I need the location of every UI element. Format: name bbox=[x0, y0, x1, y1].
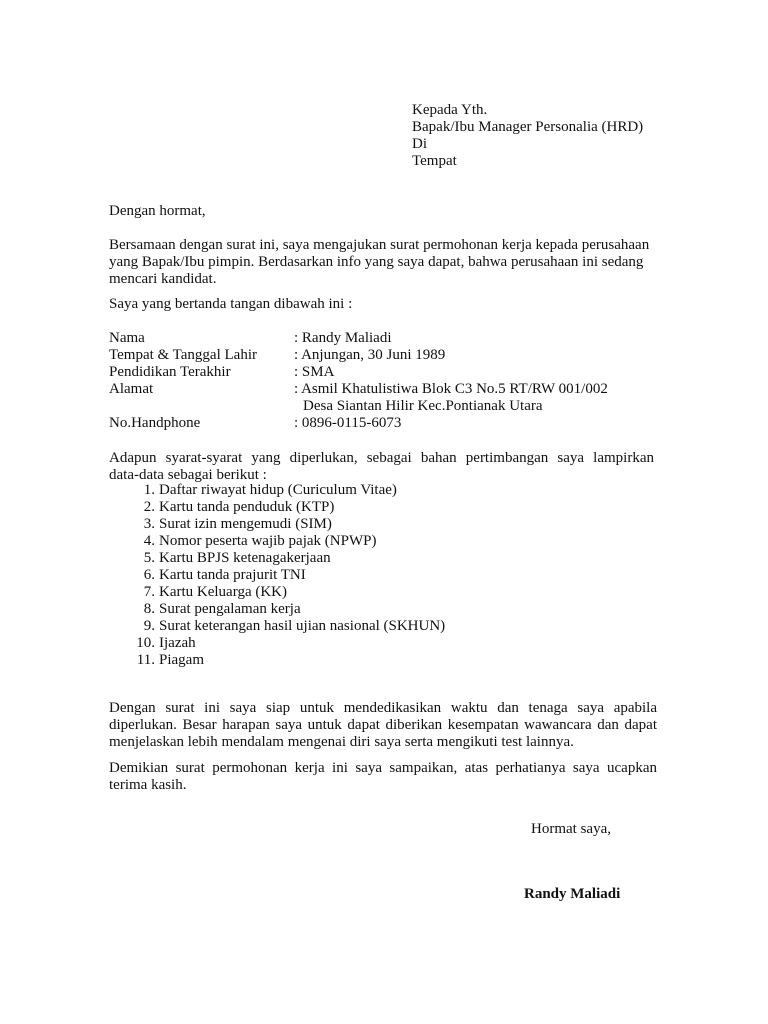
recipient-line: Tempat bbox=[412, 153, 457, 169]
list-item bbox=[130, 618, 445, 635]
identity-row-phone bbox=[109, 415, 669, 432]
requirements-list bbox=[130, 482, 445, 669]
recipient-line: Di bbox=[412, 136, 427, 152]
list-item-number: 5. bbox=[143, 550, 155, 566]
list-item-text: Piagam bbox=[159, 652, 204, 668]
intro-line: yang Bapak/Ibu pimpin. Berdasarkan info yang saya dapat, bahwa perusahaan ini sedang bbox=[109, 254, 644, 270]
signoff: Hormat saya, bbox=[531, 821, 611, 837]
signature-name: Randy Maliadi bbox=[524, 886, 621, 902]
list-item-number: 8. bbox=[143, 601, 155, 617]
identity-label: Pendidikan Terakhir bbox=[109, 364, 231, 380]
list-item-number: 7. bbox=[143, 584, 155, 600]
list-item-number: 4. bbox=[143, 533, 155, 549]
list-item bbox=[130, 567, 445, 584]
list-item bbox=[130, 482, 445, 499]
recipient-address bbox=[412, 102, 643, 170]
list-item-text: Ijazah bbox=[159, 635, 196, 651]
identity-value: : Randy Maliadi bbox=[294, 330, 392, 346]
identity-address-continuation: Desa Siantan Hilir Kec.Pontianak Utara bbox=[303, 398, 543, 414]
declaration: Saya yang bertanda tangan dibawah ini : bbox=[109, 296, 353, 312]
list-item-text: Kartu tanda prajurit TNI bbox=[159, 567, 306, 583]
list-item bbox=[130, 635, 445, 652]
greeting: Dengan hormat, bbox=[109, 203, 206, 219]
identity-label: Alamat bbox=[109, 381, 154, 397]
list-item-number: 3. bbox=[143, 516, 155, 532]
list-item bbox=[130, 550, 445, 567]
list-item-number: 11. bbox=[136, 652, 155, 668]
list-item-text: Surat pengalaman kerja bbox=[159, 601, 301, 617]
list-item-text: Kartu tanda penduduk (KTP) bbox=[159, 499, 335, 515]
list-item-number: 1. bbox=[143, 482, 155, 498]
dedication-paragraph bbox=[109, 700, 657, 751]
list-item bbox=[130, 533, 445, 550]
recipient-line: Bapak/Ibu Manager Personalia (HRD) bbox=[412, 119, 644, 135]
identity-row-name bbox=[109, 330, 669, 347]
identity-row-education bbox=[109, 364, 669, 381]
intro-line: Bersamaan dengan surat ini, saya mengajukan surat permohonan kerja kepada perusahaan bbox=[109, 237, 650, 253]
identity-row-birth bbox=[109, 347, 669, 364]
list-item bbox=[130, 516, 445, 533]
list-item bbox=[130, 652, 445, 669]
identity-value: : 0896-0115-6073 bbox=[294, 415, 402, 431]
list-item-number: 10. bbox=[136, 635, 155, 651]
list-item bbox=[130, 584, 445, 601]
closing-line: terima kasih. bbox=[109, 777, 187, 793]
identity-label: No.Handphone bbox=[109, 415, 201, 431]
list-item-text: Kartu Keluarga (KK) bbox=[159, 584, 288, 600]
dedication-line: menjelaskan lebih mendalam mengenai diri saya serta mengikuti test lainnya. bbox=[109, 734, 574, 750]
list-item-text: Surat izin mengemudi (SIM) bbox=[159, 516, 332, 532]
recipient-line: Kepada Yth. bbox=[412, 102, 488, 118]
requirements-line: data-data sebagai berikut : bbox=[109, 467, 267, 483]
list-item bbox=[130, 499, 445, 516]
identity-value: : Asmil Khatulistiwa Blok C3 No.5 RT/RW 001/002 bbox=[294, 381, 608, 397]
identity-row-address bbox=[109, 381, 669, 398]
identity-table bbox=[109, 330, 669, 432]
identity-value: : SMA bbox=[294, 364, 335, 380]
identity-value: : Anjungan, 30 Juni 1989 bbox=[294, 347, 446, 363]
list-item-number: 2. bbox=[143, 499, 155, 515]
dedication-line: diperlukan. Besar harapan saya untuk dapat diberikan kesempatan wawancara dan dapat bbox=[109, 717, 657, 733]
list-item bbox=[130, 601, 445, 618]
list-item-text: Nomor peserta wajib pajak (NPWP) bbox=[159, 533, 377, 549]
list-item-text: Daftar riwayat hidup (Curiculum Vitae) bbox=[159, 482, 397, 498]
list-item-text: Kartu BPJS ketenagakerjaan bbox=[159, 550, 331, 566]
list-item-number: 6. bbox=[143, 567, 155, 583]
intro-paragraph bbox=[109, 237, 657, 288]
list-item-number: 9. bbox=[143, 618, 155, 634]
closing-line: Demikian surat permohonan kerja ini saya sampaikan, atas perhatianya saya ucapkan bbox=[109, 760, 657, 776]
requirements-paragraph bbox=[109, 450, 654, 484]
identity-label: Tempat & Tanggal Lahir bbox=[109, 347, 257, 363]
identity-label: Nama bbox=[109, 330, 145, 346]
list-item-text: Surat keterangan hasil ujian nasional (SKHUN) bbox=[159, 618, 446, 634]
closing-paragraph bbox=[109, 760, 657, 794]
requirements-line: Adapun syarat-syarat yang diperlukan, sebagai bahan pertimbangan saya lampirkan bbox=[109, 450, 654, 466]
intro-line: mencari kandidat. bbox=[109, 271, 217, 287]
dedication-line: Dengan surat ini saya siap untuk mendedikasikan waktu dan tenaga saya apabila bbox=[109, 700, 657, 716]
